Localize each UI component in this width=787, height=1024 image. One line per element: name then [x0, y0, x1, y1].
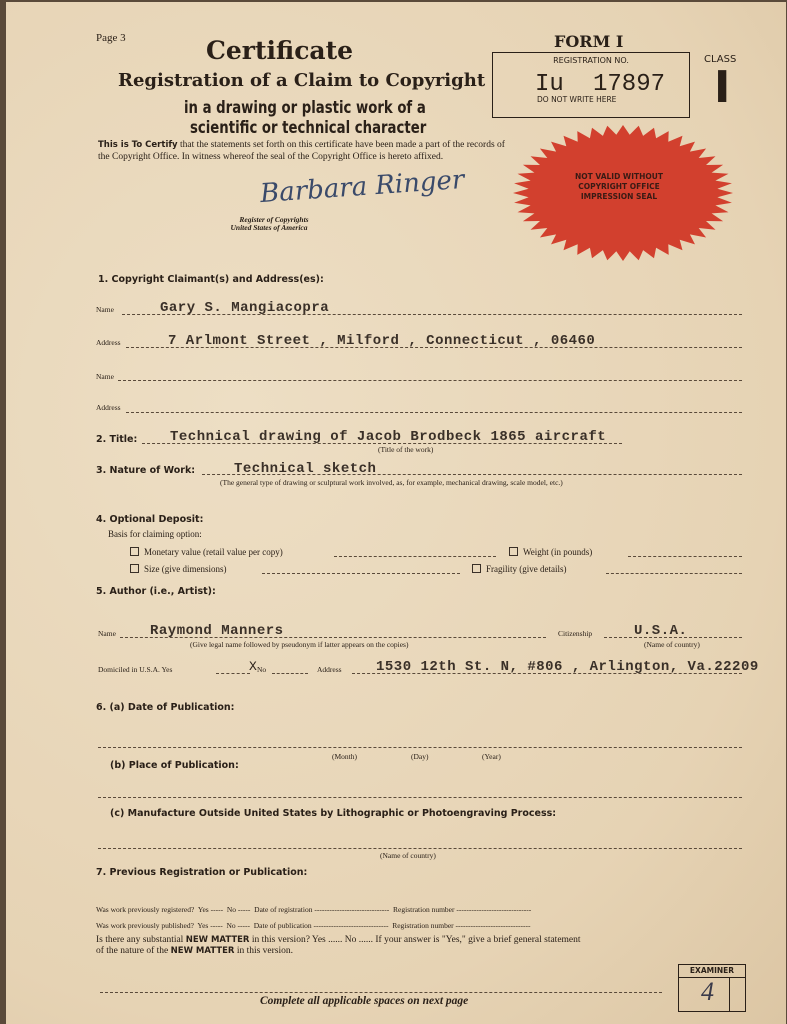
work-title: Technical drawing of Jacob Brodbeck 1865 aircraft — [170, 429, 607, 445]
section-7-heading: 7. Previous Registration or Publication: — [96, 867, 308, 878]
class-value: I — [714, 62, 731, 113]
certificate-title: Certificate — [206, 36, 354, 65]
form-label: FORM I — [554, 32, 624, 51]
registration-number: 17897 — [593, 71, 666, 98]
subtitle-line2: scientific or technical character — [190, 118, 427, 138]
previously-registered-row: Was work previously registered? Yes ----- No ----- Date of registration ------------------------------ Registration number ------------------------------ — [96, 905, 532, 914]
section-3-heading: 3. Nature of Work: — [96, 465, 196, 476]
section-6b-heading: (b) Place of Publication: — [110, 760, 239, 771]
domiciled-mark: X — [249, 659, 257, 674]
page-number: Page 3 — [96, 32, 126, 44]
register-country: United States of America — [230, 223, 308, 232]
claimant-name: Gary S. Mangiacopra — [160, 300, 330, 316]
author-name: Raymond Manners — [150, 623, 284, 639]
previously-published-row: Was work previously published? Yes ----- No ----- Date of publication ------------------------------ Registration number ------------------------------ — [96, 921, 531, 930]
section-6c-heading: (c) Manufacture Outside United States by Lithographic or Photoengraving Process: — [110, 808, 557, 819]
examiner-initial: 4 — [701, 977, 714, 1006]
new-matter-question: Is there any substantial NEW MATTER in this version? Yes ...... No ...... If your answer is "Yes," give a brief general statement — [96, 935, 581, 945]
section-5-heading: 5. Author (i.e., Artist): — [96, 586, 216, 597]
class-label: CLASS — [704, 54, 737, 65]
seal-text: NOT VALID WITHOUT COPYRIGHT OFFICE IMPRESSION SEAL — [575, 172, 663, 201]
option-weight[interactable]: Weight (in pounds) — [509, 547, 592, 557]
subtitle-line1: in a drawing or plastic work of a — [184, 98, 426, 118]
author-citizenship: U.S.A. — [634, 623, 688, 639]
section-6a-heading: 6. (a) Date of Publication: — [96, 702, 235, 713]
certify-statement: This is To Certify that the statements set forth on this certificate have been made a part of the records of the Copyright Office. In witness whereof the seal of the Copyright Office is hereto affixed. — [98, 140, 505, 162]
option-fragility[interactable]: Fragility (give details) — [472, 564, 566, 574]
claimant-address: 7 Arlmont Street , Milford , Connecticut , 06460 — [168, 333, 596, 349]
certificate-subtitle: Registration of a Claim to Copyright — [118, 70, 486, 91]
nature-of-work: Technical sketch — [234, 461, 377, 477]
option-monetary[interactable]: Monetary value (retail value per copy) — [130, 547, 283, 557]
new-matter-statement: of the nature of the NEW MATTER in this version. — [96, 946, 294, 956]
section-1-heading: 1. Copyright Claimant(s) and Address(es): — [98, 274, 324, 285]
footer-instruction: Complete all applicable spaces on next page — [260, 995, 469, 1007]
author-address: 1530 12th St. N, #806 , Arlington, Va.22209 — [376, 659, 759, 675]
signature: Barbara Ringer — [259, 164, 466, 210]
certificate-page: Page 3 Certificate Registration of a Claim to Copyright in a drawing or plastic work of a scientific or technical character This is To Certify that the statements set forth on this certificate have been made a part of the records of the Copyright Office. In witness whereof the seal of the Copyright Office is hereto affixed. Barbara Ringer Register of Copyrights United States of America FORM I REGISTRATION NO. Iu 17897 DO NOT WRITE HERE CLASS I NOT VALID WITHOUT COPYRIGHT OFFICE IMPRESSION SEAL 1. Copyright Claimant(s) and Address(es): Name Gary S. Mangiacopra Address 7 Arlmont Street , Milford , Connecticut , 06460 Name Address 2. Title: Technical drawing of Jacob Brodbeck 1865 aircraft (Title of the work) 3. Nature of Work: Technical sketch (The general type of drawing or sculptural work involved, as, for example, mechanical drawing, scale model, etc.) 4. Optional Deposit: Basis for claiming option: Monetary value (retail value per copy) Weight (in pounds) Size (give dimensions) Fragility (give details) 5. Author (i.e., Artist): Name Raymond Manners (Give legal name followed by pseudonym if latter appears on the copies) Citizenship U.S.A. (Name of country) Domiciled in U.S.A. Yes X No Address 1530 12th St. N, #806 , Arlington, Va.22209 6. (a) Date of Publication: (Month) (Day) (Year) (b) Place of Publication: (c) Manufacture Outside United States by Lithographic or Photoengraving Process: (Name of country) 7. Previous Registration or Publication: Was work previously registered? Yes ----- No ----- Date of registration ------------------------------ Registration number ------------------------------ Was work previously published? Yes ----- No ----- Date of publication ------------------------------ Registration number ------------------------------ Is there any substantial NEW MATTER in this version? Yes ...... No ...... If your answer is "Yes," give a brief general statement of the nature of the NEW MATTER in this version. Complete all applicable spaces on next page EXAMINER 4 — [6, 2, 786, 1024]
examiner-box: EXAMINER 4 — [678, 964, 746, 1012]
section-2-heading: 2. Title: — [96, 434, 138, 445]
register-title: Register of Copyrights — [239, 215, 309, 224]
registration-prefix: Iu — [535, 71, 564, 98]
section-4-heading: 4. Optional Deposit: — [96, 514, 204, 525]
option-size[interactable]: Size (give dimensions) — [130, 564, 227, 574]
registration-box: REGISTRATION NO. Iu 17897 DO NOT WRITE HERE — [492, 52, 690, 118]
